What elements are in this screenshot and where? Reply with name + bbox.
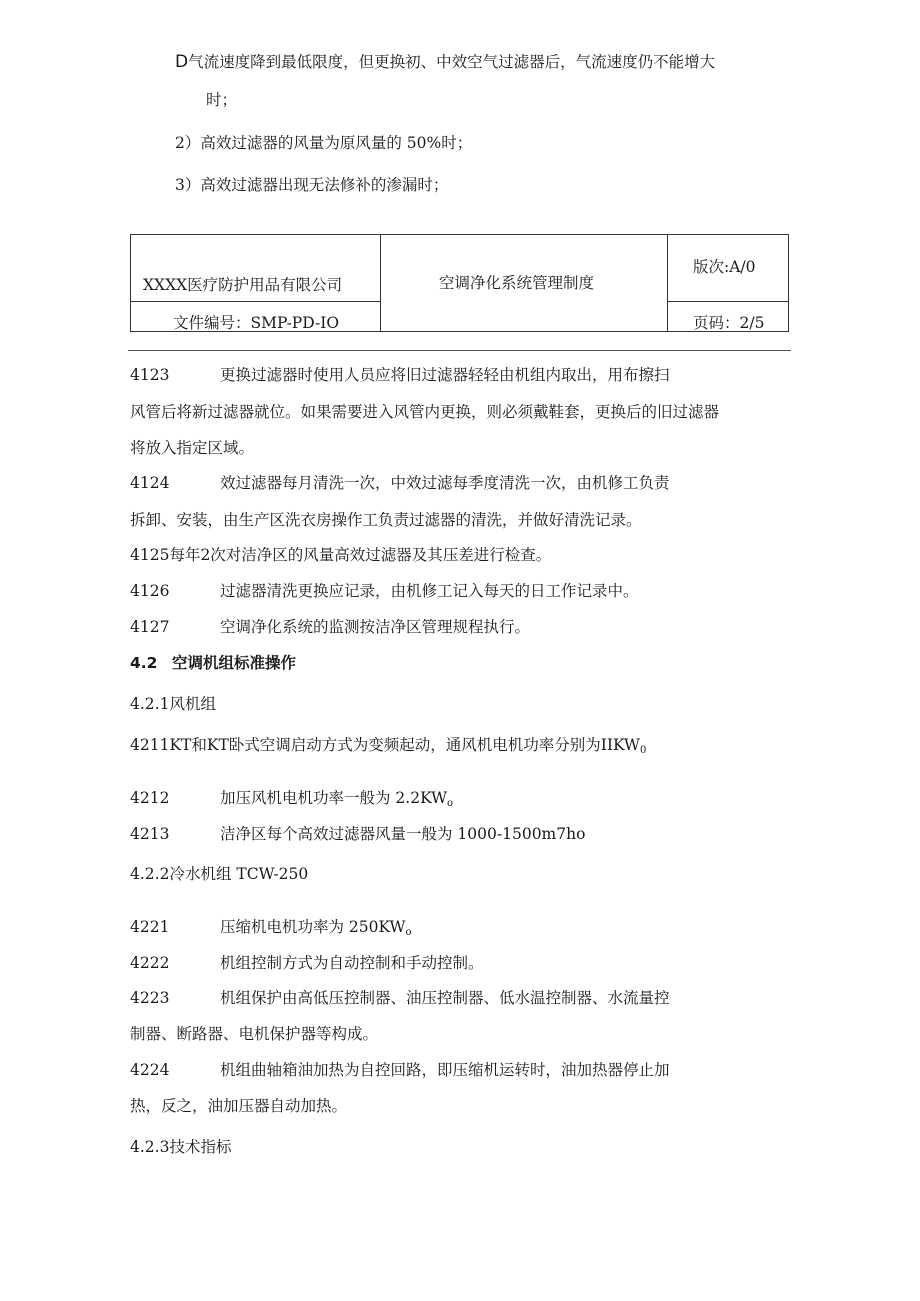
para-4127-number: 4127 bbox=[130, 618, 170, 636]
para-4124-number: 4124 bbox=[130, 474, 170, 492]
header-divider-1 bbox=[380, 235, 381, 331]
section-4-2-2: 4.2.2冷水机组 TCW-250 bbox=[130, 865, 309, 883]
para-4123-text: 更换过滤器时使用人员应将旧过滤器轻轻由机组内取出，用布擦扫 bbox=[220, 366, 670, 384]
document-title: 空调净化系统管理制度 bbox=[439, 274, 595, 292]
para-4224-number: 4224 bbox=[130, 1061, 170, 1079]
para-4221 bbox=[220, 917, 412, 943]
header-row-divider-right bbox=[667, 301, 789, 302]
para-4211 bbox=[130, 735, 646, 761]
item-d bbox=[175, 52, 715, 72]
para-4212-subscript: o bbox=[447, 798, 454, 809]
para-4126-number: 4126 bbox=[130, 582, 170, 600]
document-number: 文件编号：SMP-PD-IO bbox=[173, 314, 340, 332]
section-4-2-title: 空调机组标准操作 bbox=[172, 654, 297, 672]
version: 版次:A/0 bbox=[693, 258, 756, 276]
item-d-text: 气流速度降到最低限度，但更换初、中效空气过滤器后，气流速度仍不能增大 bbox=[188, 53, 716, 71]
para-4123-line3: 将放入指定区域。 bbox=[130, 439, 255, 457]
para-4126-text: 过滤器清洗更换应记录，由机修工记入每天的日工作记录中。 bbox=[220, 582, 639, 600]
para-4212-text: 加压风机电机功率一般为 2.2KW bbox=[220, 789, 448, 807]
para-4212-number: 4212 bbox=[130, 789, 170, 807]
para-4127-text: 空调净化系统的监测按洁净区管理规程执行。 bbox=[220, 618, 531, 636]
para-4124-line2: 拆卸、安装，由生产区洗衣房操作工负责过滤器的清洗，并做好清洗记录。 bbox=[130, 511, 642, 529]
para-4224-line2: 热，反之，油加压器自动加热。 bbox=[130, 1097, 348, 1115]
item-3: 3）高效过滤器出现无法修补的渗漏时； bbox=[175, 176, 449, 194]
item-d-marker: D bbox=[175, 52, 189, 72]
para-4213-text: 洁净区每个高效过滤器风量一般为 1000-1500m7ho bbox=[220, 825, 586, 843]
para-4221-subscript: o bbox=[405, 927, 412, 938]
para-4123-line2: 风管后将新过滤器就位。如果需要进入风管内更换，则必须戴鞋套，更换后的旧过滤器 bbox=[130, 403, 720, 421]
para-4211-text: 4211KT和KT卧式空调启动方式为变频起动，通风机电机功率分别为IIKW bbox=[130, 736, 640, 754]
header-row-divider-left bbox=[131, 301, 380, 302]
para-4222-text: 机组控制方式为自动控制和手动控制。 bbox=[220, 954, 484, 972]
para-4223-number: 4223 bbox=[130, 989, 170, 1007]
page-number: 页码：2/5 bbox=[693, 314, 765, 332]
document-header-table bbox=[130, 234, 789, 332]
header-divider-2 bbox=[667, 235, 668, 331]
para-4222-number: 4222 bbox=[130, 954, 170, 972]
para-4221-number: 4221 bbox=[130, 918, 170, 936]
para-4124-text: 效过滤器每月清洗一次，中效过滤每季度清洗一次，由机修工负责 bbox=[220, 474, 670, 492]
item-d-continuation: 时； bbox=[206, 91, 238, 109]
para-4123-number: 4123 bbox=[130, 366, 170, 384]
para-4223-text: 机组保护由高低压控制器、油压控制器、低水温控制器、水流量控 bbox=[220, 989, 670, 1007]
para-4213-number: 4213 bbox=[130, 825, 170, 843]
para-4125: 4125每年2次对洁净区的风量高效过滤器及其压差进行检查。 bbox=[130, 546, 552, 564]
company-name: XXXX医疗防护用品有限公司 bbox=[143, 276, 343, 294]
section-4-2-1: 4.2.1风机组 bbox=[130, 695, 216, 713]
para-4221-text: 压缩机电机功率为 250KW bbox=[220, 918, 406, 936]
para-4223-line2: 制器、断路器、电机保护器等构成。 bbox=[130, 1025, 379, 1043]
section-4-2-number: 4.2 bbox=[130, 654, 158, 672]
header-rule bbox=[128, 350, 791, 351]
para-4224-text: 机组曲轴箱油加热为自控回路，即压缩机运转时，油加热器停止加 bbox=[220, 1061, 670, 1079]
item-2: 2）高效过滤器的风量为原风量的 50%时； bbox=[175, 134, 473, 152]
section-4-2-3: 4.2.3技术指标 bbox=[130, 1138, 232, 1156]
para-4211-subscript: 0 bbox=[640, 745, 647, 756]
para-4212 bbox=[220, 788, 453, 814]
